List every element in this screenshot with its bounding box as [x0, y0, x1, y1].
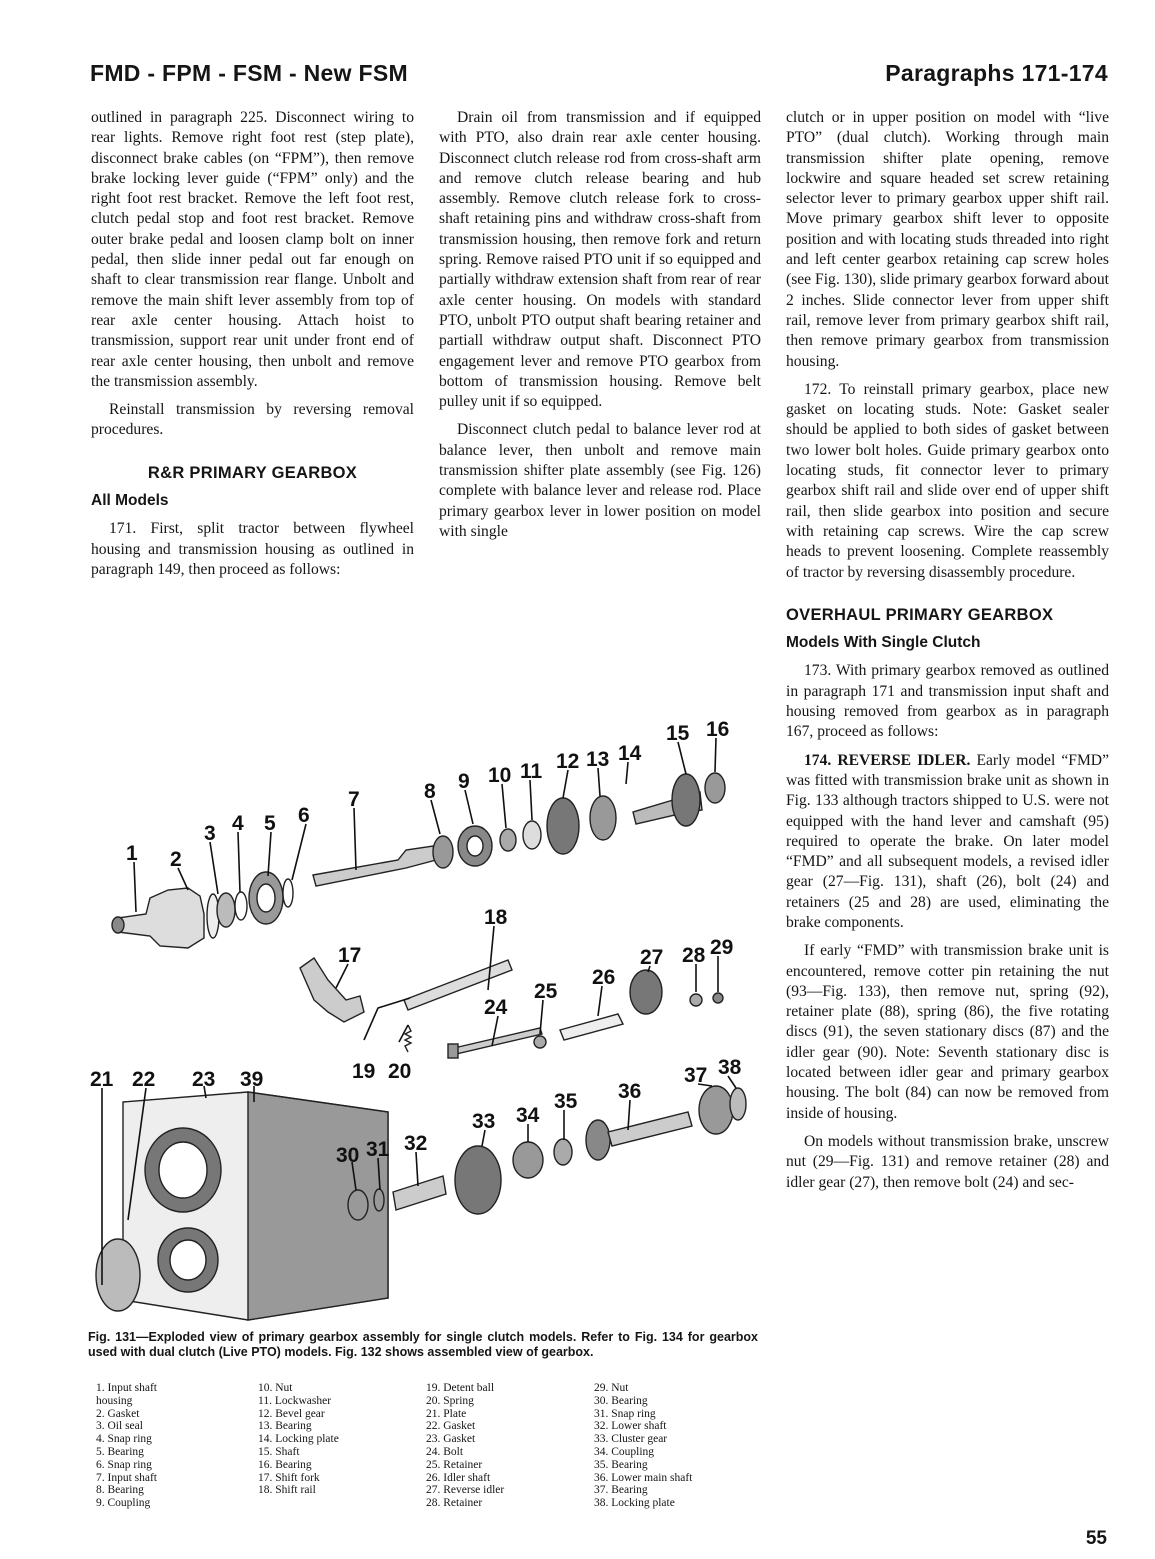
legend-entry: 12. Bevel gear — [258, 1407, 325, 1420]
bolt-drawing — [454, 1028, 542, 1054]
lower-main-shaft-drawing — [608, 1112, 692, 1146]
paragraph: On models without transmission brake, unscrew nut (29—Fig. 131) and remove retainer (28) and idler gear (27), then remove bolt (24) and sec- — [786, 1132, 1109, 1191]
legend-entry: 23. Gasket — [426, 1433, 476, 1446]
legend-entry: 24. Bolt — [426, 1445, 464, 1458]
reverse-idler-drawing — [630, 970, 662, 1014]
callout-24: 24 — [484, 996, 508, 1019]
callout-26: 26 — [592, 966, 616, 989]
callout-9: 9 — [458, 770, 470, 793]
legend-entry: 38. Locking plate — [594, 1497, 675, 1510]
callout-30: 30 — [336, 1144, 360, 1167]
figure-parts — [96, 773, 746, 1320]
callout-34: 34 — [516, 1104, 540, 1127]
paragraph: Disconnect clutch pedal to balance lever rod at balance lever, then unbolt and remove main transmission shifter plate assembly (see Fig. 126) complete with balance lever and release rod. Place primary gearbox lever in lower position on model with single — [439, 421, 761, 540]
legend-entry: 13. Bearing — [258, 1420, 312, 1433]
paragraph-174 — [786, 751, 1109, 934]
shift-fork-drawing — [300, 958, 364, 1022]
callout-36: 36 — [618, 1080, 642, 1103]
text-column-2 — [439, 108, 761, 550]
paragraph-174-text: Early model “FMD” was fitted with transmission brake unit as shown in Fig. 133 although tractors shipped to U.S. were not equipped with the hand lever and camshaft (95) required to operate the brake. On later model “FMD” and all subsequent models, a revised idler gear (27—Fig. 131), shaft (26), bolt (24) and retainers (25 and 28) are used, eliminating the brake components. — [786, 751, 1109, 931]
subsection-title-single-clutch: Models With Single Clutch — [786, 634, 981, 652]
callout-10: 10 — [488, 764, 512, 787]
text-column-3 — [786, 108, 1109, 1201]
paragraph: outlined in paragraph 225. Disconnect wiring to rear lights. Remove right foot rest (step plate), disconnect brake cables (on “FPM”), then remove brake locking lever guide (“FPM” only) and the right foot rest bracket. Remove the left foot rest, clutch pedal stop and foot rest bracket. Remove outer brake pedal and loosen clamp bolt on inner pedal, then slide inner pedal out far enough on shaft to clear transmission rear flange. Unbolt and remove the main shift lever assembly from top of rear axle center housing. Attach hoist to transmission, support rear unit under front end of rear axle center housing, then unbolt and remove the transmission assembly. — [91, 109, 414, 390]
callout-13: 13 — [586, 748, 610, 771]
legend-entry: 5. Bearing — [96, 1445, 144, 1458]
legend-entry: 33. Cluster gear — [594, 1433, 668, 1446]
legend-entry: 26. Idler shaft — [426, 1471, 491, 1484]
paragraph: Drain oil from transmission and if equipped with PTO, also drain rear axle center housing. Disconnect clutch release rod from cross-shaft arm and remove clutch release bearing and hub assembly. Remove clutch release fork to cross-shaft retaining pins and withdraw cross-shaft from transmission housing, then remove fork and return spring. Remove raised PTO unit if so equipped and partially withdraw extension shaft from rear of rear axle center housing. On models with standard PTO, unbolt PTO output shaft bearing retainer and partiall withdraw output shaft. Disconnect PTO engagement lever and remove PTO gearbox from bottom of transmission housing. Remove belt pulley unit if so equipped. — [439, 109, 761, 411]
subsection-title-all-models: All Models — [91, 492, 169, 510]
paragraph-174-lead: 174. REVERSE IDLER. — [804, 751, 971, 769]
callout-17: 17 — [338, 944, 362, 967]
legend-column-4 — [594, 1382, 692, 1510]
legend-entry: 8. Bearing — [96, 1484, 144, 1497]
input-shaft-drawing — [313, 846, 436, 886]
legend-entry: 17. Shift fork — [258, 1471, 320, 1484]
callout-18: 18 — [484, 906, 508, 929]
legend-entry: 36. Lower main shaft — [594, 1471, 693, 1484]
exploded-view-figure — [88, 700, 768, 1330]
paragraph: clutch or in upper position on model with “live PTO” (dual clutch). Working through main transmission shifter plate opening, remove lockwire and square headed set screw retaining selector lever to primary gearbox upper shift rail. Move primary gearbox shift lever to opposite position and with locating studs threaded into right and left center gearbox retaining cap screw holes (see Fig. 130), slide primary gearbox forward about 2 inches. Slide connector lever from upper shift rail, remove lever from primary gearbox shift rail, then remove primary gearbox from transmission housing. — [786, 109, 1109, 370]
callout-29: 29 — [710, 936, 734, 959]
callout-38: 38 — [718, 1056, 742, 1079]
legend-entry: 20. Spring — [426, 1394, 474, 1407]
legend-entry: 35. Bearing — [594, 1458, 648, 1471]
paragraph-172: 172. To reinstall primary gearbox, place new gasket on locating studs. Note: Gasket sealer should be applied to both sides of gasket between two lower bolt holes. Guide primary gearbox onto locating studs, fit connector lever to primary gearbox shift rail and slide over end of upper shift rail, then slide gearbox into position and secure with retaining cap screws. Wire the cap screw heads to prevent loosening. Complete reassembly of tractor by reversing disassembly procedure. — [786, 380, 1109, 581]
callout-23: 23 — [192, 1068, 216, 1091]
callout-12: 12 — [556, 750, 580, 773]
callout-15: 15 — [666, 722, 690, 745]
paragraph-173: 173. With primary gearbox removed as outlined in paragraph 171 and transmission input shaft and housing removed from gearbox as in paragraph 167, proceed as follows: — [786, 662, 1109, 741]
page-number: 55 — [1085, 1528, 1107, 1549]
callout-21: 21 — [90, 1068, 114, 1091]
legend-entry: 29. Nut — [594, 1382, 629, 1394]
legend-entry: 10. Nut — [258, 1382, 293, 1394]
legend-entry: housing — [96, 1394, 133, 1407]
figure-caption: Fig. 131—Exploded view of primary gearbox assembly for single clutch models. Refer to Fig. 134 for gearbox used with dual clutch (Live PTO) models. Fig. 132 shows assembled view of gearbox. — [88, 1330, 758, 1359]
callout-33: 33 — [472, 1110, 496, 1133]
callout-19: 19 — [352, 1060, 376, 1083]
legend-column-3 — [426, 1382, 504, 1510]
legend-entry: 1. Input shaft — [96, 1382, 158, 1394]
callout-20: 20 — [388, 1060, 412, 1083]
input-shaft-housing-drawing — [118, 888, 204, 948]
legend-entry: 19. Detent ball — [426, 1382, 495, 1394]
section-title-rr-primary-gearbox: R&R PRIMARY GEARBOX — [147, 463, 358, 482]
legend-entry: 9. Coupling — [96, 1497, 151, 1510]
callout-1: 1 — [126, 842, 138, 865]
section-title-overhaul-primary-gearbox: OVERHAUL PRIMARY GEARBOX — [786, 605, 1054, 624]
callout-22: 22 — [132, 1068, 156, 1091]
legend-entry: 28. Retainer — [426, 1497, 483, 1510]
callout-31: 31 — [366, 1138, 390, 1161]
callout-16: 16 — [706, 718, 730, 741]
legend-column-1 — [96, 1382, 157, 1510]
legend-entry: 25. Retainer — [426, 1458, 483, 1471]
cluster-gear-drawing — [455, 1146, 501, 1214]
legend-entry: 16. Bearing — [258, 1458, 312, 1471]
legend-entry: 34. Coupling — [594, 1445, 655, 1458]
legend-entry: 2. Gasket — [96, 1407, 140, 1420]
callout-37: 37 — [684, 1064, 708, 1087]
snap-ring-drawing — [235, 892, 247, 920]
callout-35: 35 — [554, 1090, 578, 1113]
oil-seal-drawing — [217, 893, 235, 927]
legend-entry: 14. Locking plate — [258, 1433, 339, 1446]
running-header-paragraphs: Paragraphs 171-174 — [885, 60, 1108, 86]
callout-7: 7 — [348, 788, 360, 811]
legend-column-2 — [258, 1382, 339, 1497]
text-column-1 — [91, 108, 414, 588]
callout-28: 28 — [682, 944, 706, 967]
paragraph: If early “FMD” with transmission brake unit is encountered, remove cotter pin retaining the nut (93—Fig. 133), then remove nut, spring (92), retainer plate (88), spring (86), the five rotating discs (91), the seven stationary discs (87) and the idler gear (90). Note: Seventh stationary disc is located between idler gear and primary gearbox housing. The bolt (84) can now be removed from inside of housing. — [786, 942, 1109, 1122]
callout-8: 8 — [424, 780, 436, 803]
paragraph: Reinstall transmission by reversing removal procedures. — [91, 401, 414, 439]
callout-27: 27 — [640, 946, 664, 969]
legend-entry: 27. Reverse idler — [426, 1484, 505, 1497]
callout-11: 11 — [520, 760, 543, 783]
bevel-gear-drawing — [547, 798, 579, 854]
callout-32: 32 — [404, 1132, 428, 1155]
legend-entry: 31. Snap ring — [594, 1407, 656, 1420]
legend-entry: 4. Snap ring — [96, 1433, 152, 1446]
legend-entry: 37. Bearing — [594, 1484, 648, 1497]
legend-entry: 21. Plate — [426, 1407, 467, 1420]
callout-2: 2 — [170, 848, 182, 871]
running-header-models: FMD - FPM - FSM - New FSM — [90, 60, 408, 86]
legend-entry: 7. Input shaft — [96, 1471, 158, 1484]
callout-25: 25 — [534, 980, 558, 1003]
legend-entry: 22. Gasket — [426, 1420, 476, 1433]
lower-shaft-drawing — [393, 1176, 446, 1210]
paragraph-171: 171. First, split tractor between flywheel housing and transmission housing as outlined in paragraph 149, then proceed as follows: — [91, 520, 414, 578]
legend-entry: 30. Bearing — [594, 1394, 648, 1407]
callout-5: 5 — [264, 812, 276, 835]
legend-entry: 6. Snap ring — [96, 1458, 152, 1471]
legend-entry: 32. Lower shaft — [594, 1420, 667, 1433]
callout-6: 6 — [298, 804, 310, 827]
callout-4: 4 — [232, 812, 244, 835]
legend-entry: 18. Shift rail — [258, 1484, 316, 1497]
callout-3: 3 — [204, 822, 216, 845]
legend-entry: 11. Lockwasher — [258, 1394, 332, 1407]
callout-39: 39 — [240, 1068, 264, 1091]
legend-entry: 15. Shaft — [258, 1445, 300, 1458]
legend-entry: 3. Oil seal — [96, 1420, 143, 1433]
callout-14: 14 — [618, 742, 642, 765]
